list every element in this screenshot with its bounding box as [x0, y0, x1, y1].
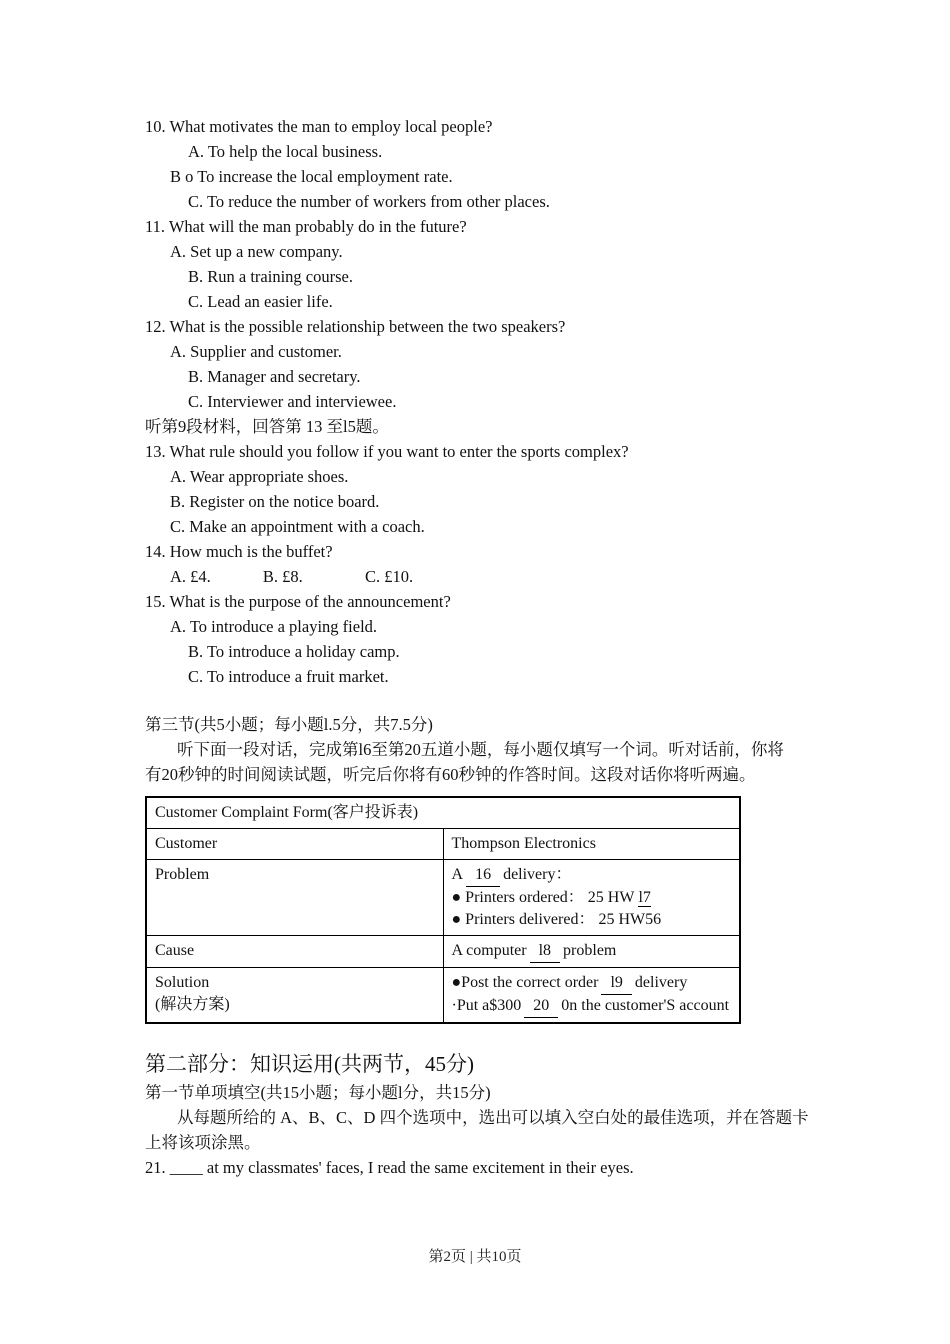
section3-instructions-line2: 有20秒钟的时间阅读试题，听完后你将有60秒钟的作答时间。这段对话你将听两遍。: [145, 765, 756, 784]
q13-option-a: A. Wear appropriate shoes.: [170, 467, 349, 486]
q10-stem: 10. What motivates the man to employ local people?: [145, 117, 493, 136]
part2-section1-title: 第一节单项填空(共15小题；每小题l分，共15分): [145, 1083, 491, 1102]
problem-line1: [452, 864, 732, 887]
cause-value: [443, 936, 740, 968]
q14-options-row: [170, 564, 810, 589]
q13-option-b: B. Register on the notice board.: [170, 492, 380, 511]
solution-line2: [452, 995, 732, 1018]
q11-stem: 11. What will the man probably do in the future?: [145, 217, 467, 236]
q12-stem: 12. What is the possible relationship between the two speakers?: [145, 317, 566, 336]
q14-stem: 14. How much is the buffet?: [145, 542, 333, 561]
complaint-form-table: [145, 796, 741, 1024]
section3-instructions-line1: 听下面一段对话，完成第l6至第20五道小题，每小题仅填写一个词。听对话前，你将: [177, 740, 784, 759]
blank-18: l8: [530, 940, 560, 963]
part2-title: 第二部分：知识运用(共两节，45分): [145, 1052, 474, 1076]
customer-row: [146, 829, 740, 860]
part2-instructions-line2: 上将该项涂黑。: [145, 1133, 261, 1152]
q11-option-a: A. Set up a new company.: [170, 242, 343, 261]
q10-option-c: C. To reduce the number of workers from other places.: [188, 192, 550, 211]
page-footer: 第2页 | 共10页: [428, 1249, 522, 1265]
form-title: Customer Complaint Form(客户投诉表): [146, 797, 740, 829]
q12-option-a: A. Supplier and customer.: [170, 342, 342, 361]
q10-option-b: B o To increase the local employment rate.: [170, 167, 453, 186]
solution-value: [443, 968, 740, 1024]
solution-line1-pre: ●Post the correct order: [451, 974, 599, 991]
q11-option-c: C. Lead an easier life.: [188, 292, 333, 311]
blank-17: l7: [638, 889, 651, 906]
solution-line1-post: delivery: [634, 974, 688, 991]
blank-16: 16: [466, 864, 500, 887]
q14-option-c: C. £10.: [364, 567, 414, 586]
q15-option-a: A. To introduce a playing field.: [170, 617, 378, 636]
problem-label: Problem: [146, 860, 443, 936]
q13-stem: 13. What rule should you follow if you want to enter the sports complex?: [145, 442, 629, 461]
part2-instructions-line1: 从每题所给的 A、B、C、D 四个选项中，选出可以填入空白处的最佳选项，并在答题卡: [177, 1108, 809, 1127]
problem-line1-post: delivery：: [503, 866, 572, 883]
form-title-row: [146, 797, 740, 829]
q12-option-b: B. Manager and secretary.: [188, 367, 361, 386]
cause-pre: A computer: [451, 942, 527, 959]
blank-19: l9: [601, 972, 631, 995]
problem-value: [443, 860, 740, 936]
q10-option-a: A. To help the local business.: [188, 142, 383, 161]
q14-option-b: B. £8.: [262, 567, 303, 586]
problem-bullet2: ● Printers delivered： 25 HW56: [451, 911, 662, 928]
q15-option-b: B. To introduce a holiday camp.: [188, 642, 400, 661]
solution-line2-post: 0n the customer'S account: [561, 997, 730, 1014]
cause-label: Cause: [146, 936, 443, 968]
q15-option-c: C. To introduce a fruit market.: [188, 667, 389, 686]
customer-label: Customer: [146, 829, 443, 860]
blank-20: 20: [524, 995, 558, 1018]
solution-label: [146, 968, 443, 1024]
solution-line2-pre: ·Put a$300: [451, 997, 522, 1014]
problem-line1-pre: A: [451, 866, 464, 883]
material-9-note: 听第9段材料，回答第 13 至l5题。: [145, 417, 389, 436]
q11-option-b: B. Run a training course.: [188, 267, 353, 286]
cause-post: problem: [563, 942, 617, 959]
problem-row: [146, 860, 740, 936]
cause-row: [146, 936, 740, 968]
solution-label-line2: (解决方案): [155, 996, 230, 1013]
problem-bullet1-pre: ● Printers ordered： 25 HW: [451, 889, 635, 906]
customer-value: Thompson Electronics: [443, 829, 740, 860]
q13-option-c: C. Make an appointment with a coach.: [170, 517, 425, 536]
q15-stem: 15. What is the purpose of the announcement?: [145, 592, 451, 611]
q14-option-a: A. £4.: [170, 567, 211, 586]
section3-heading: 第三节(共5小题；每小题l.5分，共7.5分): [145, 715, 433, 734]
q21-stem: 21. ____ at my classmates' faces, I read the same excitement in their eyes.: [145, 1158, 634, 1177]
problem-bullet1: [452, 887, 732, 909]
q12-option-c: C. Interviewer and interviewee.: [188, 392, 397, 411]
solution-row: [146, 968, 740, 1024]
solution-label-line1: Solution: [155, 974, 210, 991]
solution-line1: [452, 972, 732, 995]
